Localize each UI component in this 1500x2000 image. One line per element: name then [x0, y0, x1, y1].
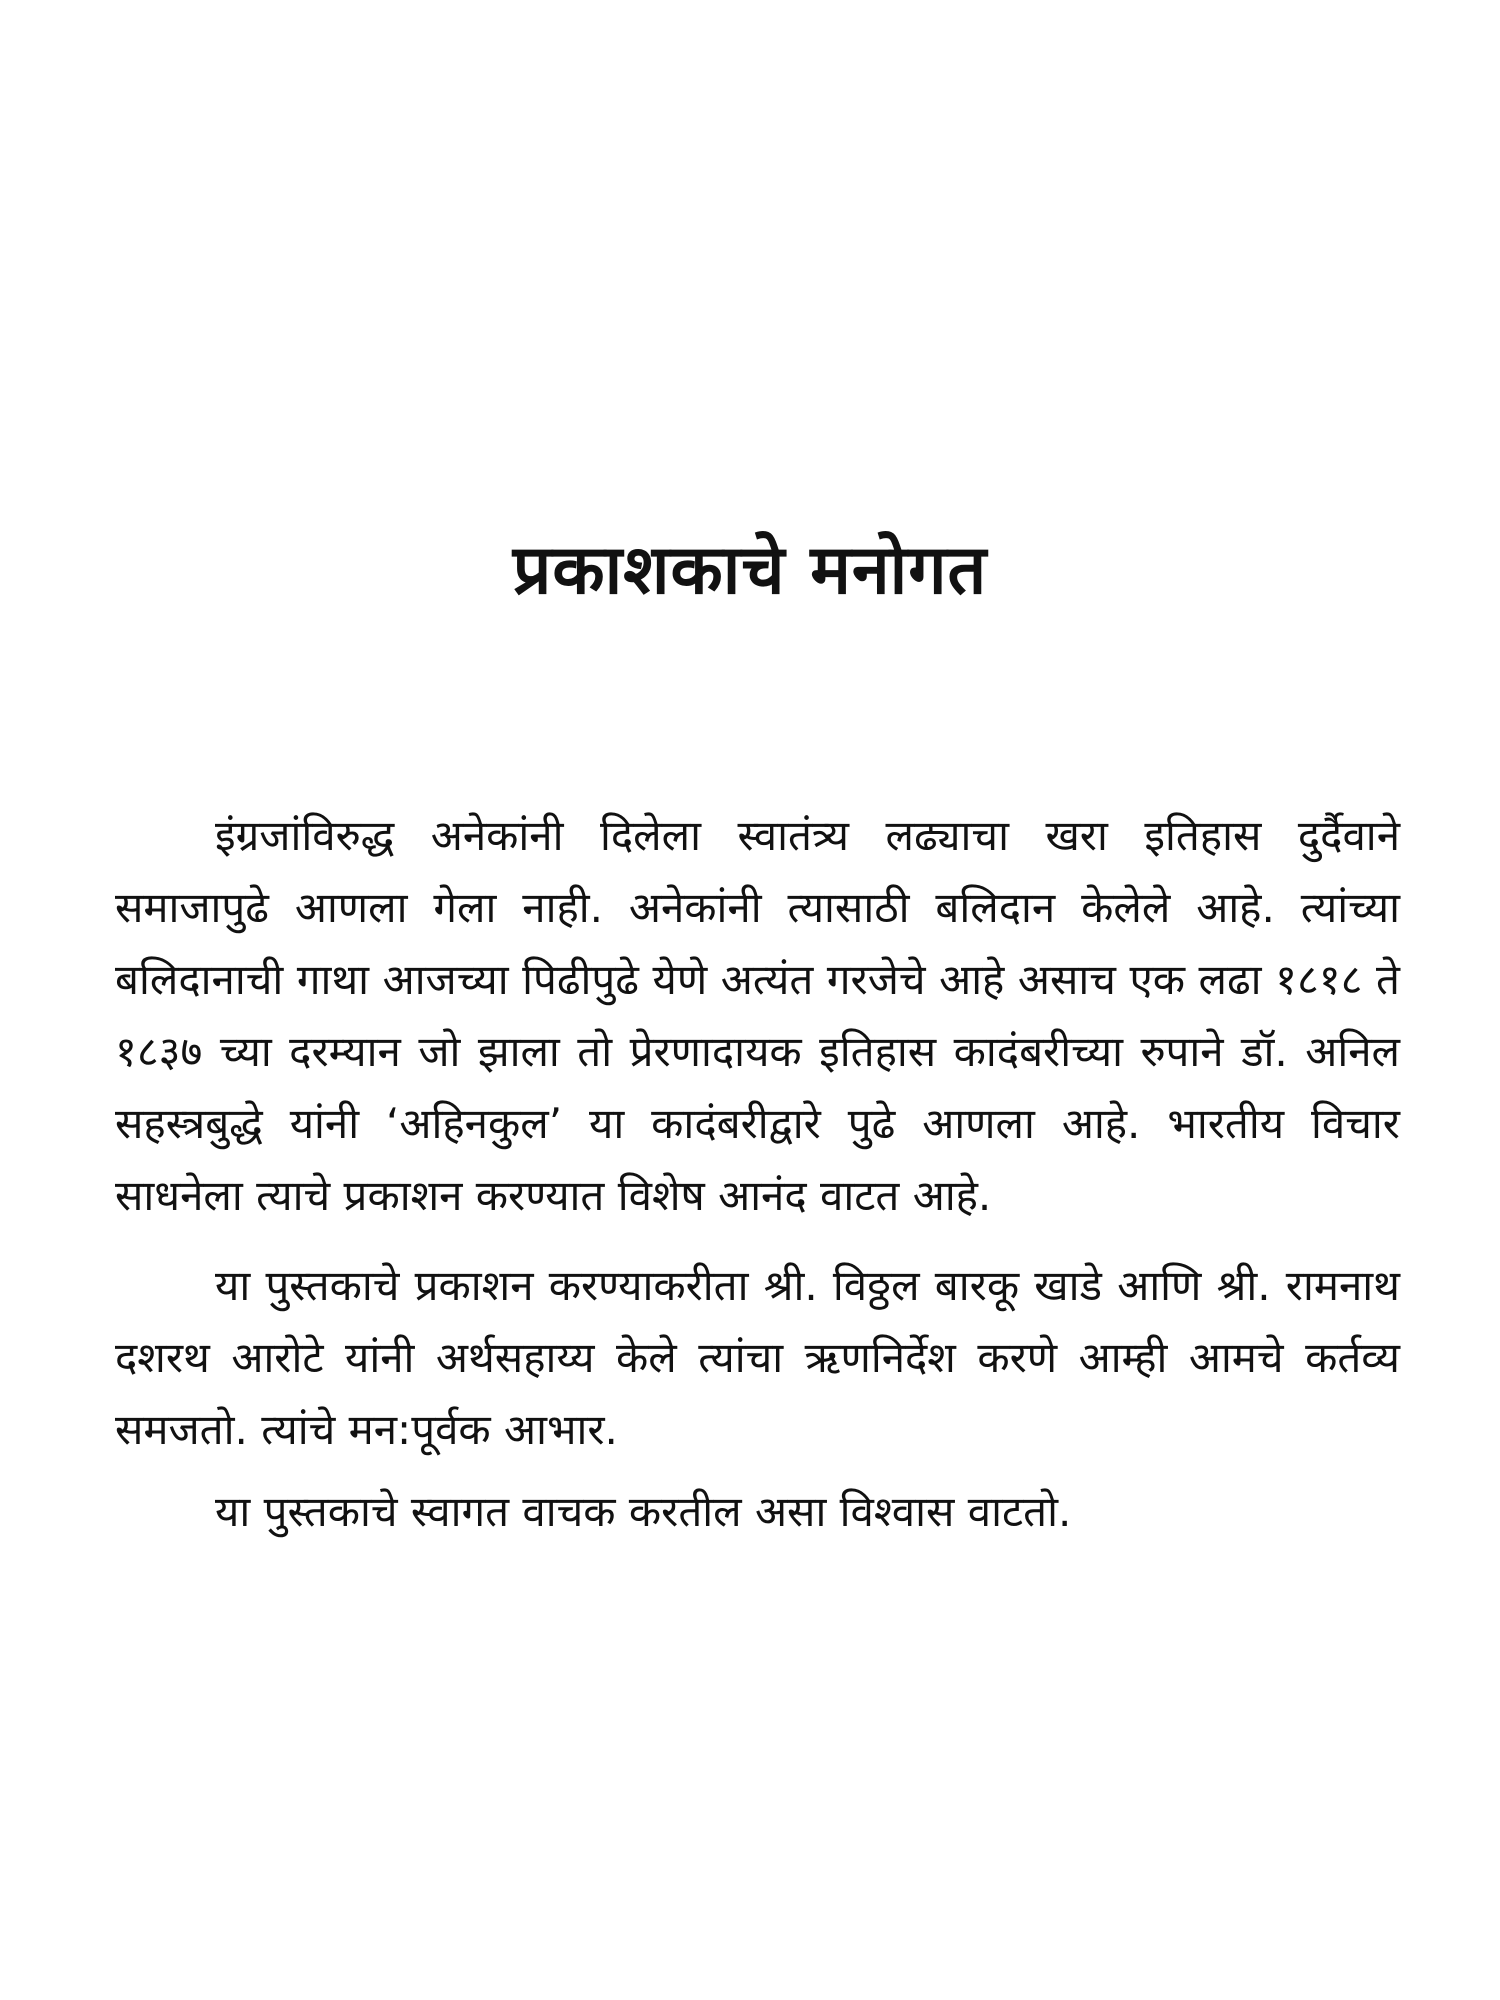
- paragraph-closing: या पुस्तकाचे स्वागत वाचक करतील असा विश्वास वाटतो.: [215, 1487, 1072, 1536]
- paragraph-acknowledgement: या पुस्तकाचे प्रकाशन करण्याकरीता श्री. विठ्ठल बारकू खाडे आणि श्री. रामनाथ दशरथ आरोटे यांनी अर्थसहाय्य केले त्यांचा ऋणनिर्देश करणे आम्ही आमचे कर्तव्य समजतो. त्यांचे मन:पूर्वक आभार.: [115, 1261, 1400, 1454]
- document-body: [115, 800, 1400, 1566]
- page-title: प्रकाशकाचे मनोगत: [512, 531, 988, 610]
- paragraph-intro: इंग्रजांविरुद्ध अनेकांनी दिलेला स्वातंत्र्य लढ्याचा खरा इतिहास दुर्दैवाने समाजापुढे आणला गेला नाही. अनेकांनी त्यासाठी बलिदान केलेले आहे. त्यांच्या बलिदानाची गाथा आजच्या पिढीपुढे येणे अत्यंत गरजेचे आहे असाच एक लढा १८१८ ते १८३७ च्या दरम्यान जो झाला तो प्रेरणादायक इतिहास कादंबरीच्या रुपाने डॉ. अनिल सहस्त्रबुद्धे यांनी ‘अहिनकुल’ या कादंबरीद्वारे पुढे आणला आहे. भारतीय विचार साधनेला त्याचे प्रकाशन करण्यात विशेष आनंद वाटत आहे.: [115, 811, 1400, 1220]
